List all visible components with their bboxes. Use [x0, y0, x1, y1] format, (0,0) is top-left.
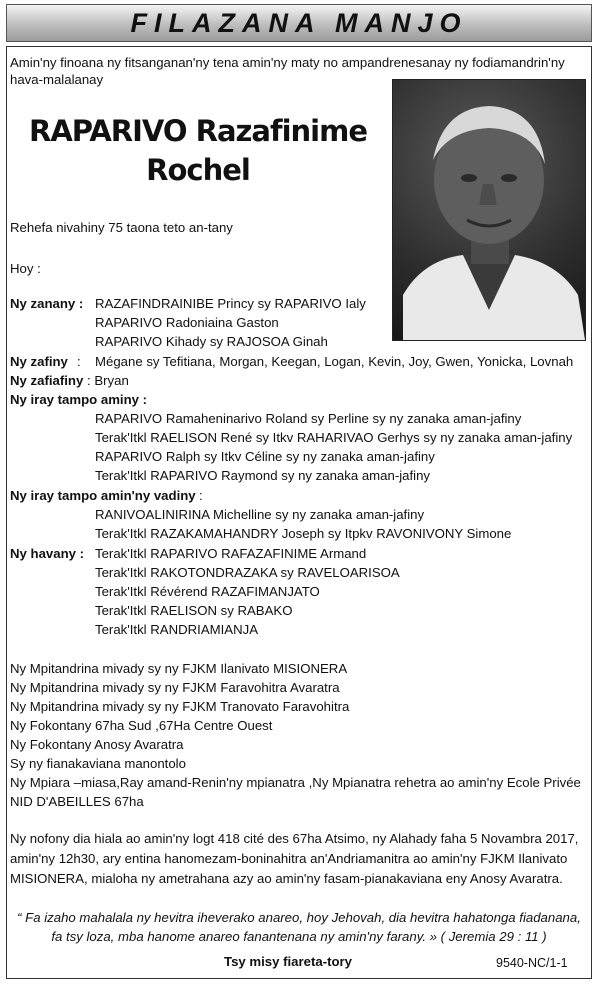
others-item: Ny Mpitandrina mivady sy ny FJKM Ilanivato MISIONERA [10, 661, 348, 676]
others-item: Ny Mpiara –miasa,Ray amand-Renin'ny mpianatra ,Ny Mpianatra rehetra ao amin'ny Ecole Privée [10, 775, 581, 790]
iray-tampo-item: RAPARIVO Ralph sy Itkv Céline sy ny zanaka aman-jafiny [95, 449, 435, 464]
iray-tampo-item: Terak'Itkl RAELISON René sy Itkv RAHARIVAO Gerhys sy ny zanaka aman-jafiny [95, 430, 573, 445]
intro-line-2: hava-malalanay [10, 72, 104, 87]
zafiny-label: Ny zafiny [10, 354, 68, 369]
others-item: Ny Fokontany Anosy Avaratra [10, 737, 184, 752]
havany-item: Terak'Itkl RANDRIAMIANJA [95, 622, 258, 637]
age-text: Rehefa nivahiny 75 taona teto an-tany [10, 220, 233, 235]
header-banner [6, 4, 592, 42]
havany-item: Terak'Itkl RAELISON sy RABAKO [95, 603, 293, 618]
iray-tampo-vadiny-colon: : [199, 488, 203, 503]
zafiafiny-list: : Bryan [87, 373, 129, 388]
zanany-item: RAPARIVO Radoniaina Gaston [95, 315, 279, 330]
iray-tampo-label: Ny iray tampo aminy : [10, 392, 148, 407]
zafiny-colon: : [77, 354, 81, 369]
others-item: NID D'ABEILLES 67ha [10, 794, 144, 809]
zanany-label: Ny zanany : [10, 296, 84, 311]
header-title: FILAZANA MANJO [130, 7, 468, 38]
havany-item: Terak'Itkl RAPARIVO RAFAZAFINIME Armand [95, 546, 367, 561]
bible-quote-line-1: “ Fa izaho mahalala ny hevitra iheverako anareo, hoy Jehovah, dia hevitra hahatonga fiadanana, [17, 910, 581, 925]
havany-item: Terak'Itkl RAKOTONDRAZAKA sy RAVELOARISOA [95, 565, 400, 580]
deceased-name-line-1: RAPARIVO Razafinime [29, 114, 367, 148]
others-item: Ny Mpitandrina mivady sy ny FJKM Tranovato Faravohitra [10, 699, 350, 714]
funeral-line-1: Ny nofony dia hiala ao amin'ny logt 418 cité des 67ha Atsimo, ny Alahady faha 5 Novambra 2017, [10, 831, 579, 846]
zafiny-list: Mégane sy Tefitiana, Morgan, Keegan, Logan, Kevin, Joy, Gwen, Yonicka, Lovnah [95, 354, 574, 369]
hoy-text: Hoy : [10, 261, 41, 276]
no-flowers-note: Tsy misy fiareta-tory [224, 954, 353, 969]
reference-code: 9540-NC/1-1 [496, 956, 568, 970]
iray-tampo-item: Terak'Itkl RAPARIVO Raymond sy ny zanaka aman-jafiny [95, 468, 431, 483]
funeral-line-2: amin'ny 12h30, ary entina hanomezam-boninahitra an'Andriamanitra ao amin'ny FJKM Ilanivato [10, 851, 568, 866]
others-item: Ny Mpitandrina mivady sy ny FJKM Faravohitra Avaratra [10, 680, 340, 695]
funeral-line-3: MISIONERA, mialoha ny ametrahana azy ao amin'ny fasam-pianakaviana eny Anosy Avaratra. [10, 871, 563, 886]
portrait-photo [392, 79, 586, 341]
iray-tampo-item: RAPARIVO Ramaheninarivo Roland sy Perline sy ny zanaka aman-jafiny [95, 411, 522, 426]
havany-label: Ny havany : [10, 546, 85, 561]
portrait-illustration [393, 80, 585, 340]
zanany-item: RAZAFINDRAINIBE Princy sy RAPARIVO Ialy [95, 296, 366, 311]
iray-tampo-vadiny-label: Ny iray tampo amin'ny vadiny [10, 488, 196, 503]
intro-line-1: Amin'ny finoana ny fitsanganan'ny tena amin'ny maty no ampandrenesanay ny fodiamandrin'ny [10, 55, 565, 70]
bible-quote-line-2: fa tsy loza, mba hanome anareo fanantenana ny amin'ny farany. » ( Jeremia 29 : 11 ) [51, 929, 547, 944]
iray-tampo-vadiny-item: RANIVOALINIRINA Michelline sy ny zanaka aman-jafiny [95, 507, 425, 522]
others-item: Sy ny fianakaviana manontolo [10, 756, 186, 771]
deceased-name-line-2: Rochel [146, 153, 250, 187]
others-item: Ny Fokontany 67ha Sud ,67Ha Centre Ouest [10, 718, 273, 733]
iray-tampo-vadiny-item: Terak'Itkl RAZAKAMAHANDRY Joseph sy Itpkv RAVONIVONY Simone [95, 526, 512, 541]
zanany-item: RAPARIVO Kihady sy RAJOSOA Ginah [95, 334, 328, 349]
zafiafiny-label: Ny zafiafiny [10, 373, 84, 388]
havany-item: Terak'Itkl Révérend RAZAFIMANJATO [95, 584, 320, 599]
